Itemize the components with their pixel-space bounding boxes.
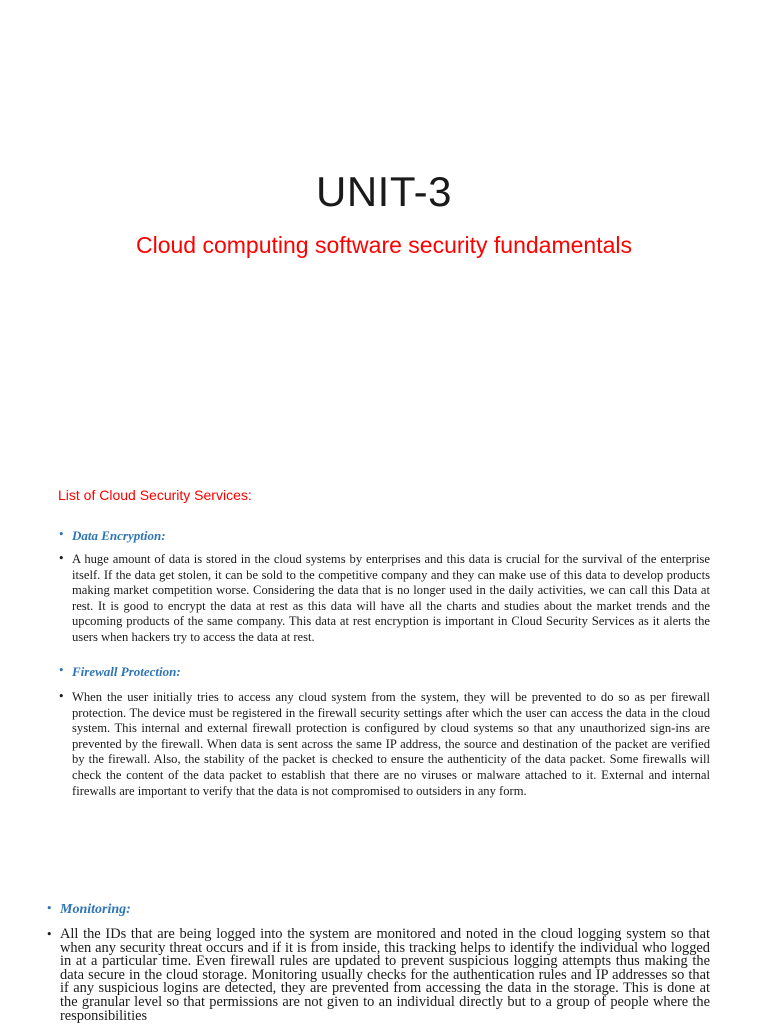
page-title: UNIT-3	[315, 168, 452, 215]
slide-security-services	[0, 460, 768, 840]
services-list-heading: List of Cloud Security Services:	[58, 487, 252, 503]
firewall-protection-heading: Firewall Protection:	[72, 664, 181, 679]
bullet-icon: •	[46, 902, 53, 915]
firewall-protection-item	[58, 690, 710, 799]
firewall-protection-paragraph: When the user initially tries to access any cloud system from the system, they will be prevented to do so as per firewall protection. The device must be registered in the firewall security settings after which the user can access the data in the cloud system. This internal and external firewall protection is configured by cloud systems so that any unauthorized sign-ins are prevented by the firewall. When data is sent across the same IP address, the source and destination of the packet are verified by the firewall. Also, the stability of the packet is checked to ensure the authenticity of the data packet. Some firewalls will check the content of the data packet to establish that there are no viruses or malware attached to it. External and internal firewalls are important to verify that the data is not compromised to outsiders in any form.	[72, 690, 710, 798]
monitoring-item	[46, 928, 710, 1023]
data-encryption-heading: Data Encryption:	[72, 528, 166, 543]
monitoring-paragraph: All the IDs that are being logged into the system are monitored and noted in the cloud logging system so that when any security threat occurs and if it is from inside, this tracking helps to identify the individual who logged in at a particular time. Even firewall rules are updated to prevent suspicious logging attempts thus making the data secure in the cloud storage. Monitoring usually checks for the authentication rules and IP addresses so that if any suspicious logins are detected, they are prevented from accessing the data in the storage. This is done at the granular level so that permissions are not given to an individual directly but to a group of people where the responsibilities	[60, 926, 710, 1024]
bullet-icon: •	[58, 690, 65, 703]
page-subtitle: Cloud computing software security fundamentals	[135, 232, 633, 258]
slide-title	[0, 0, 768, 460]
bullet-icon: •	[46, 928, 53, 941]
data-encryption-item	[58, 552, 710, 646]
monitoring-heading-item	[46, 902, 710, 918]
bullet-icon: •	[58, 552, 65, 565]
monitoring-heading: Monitoring:	[60, 902, 131, 917]
data-encryption-heading-item	[58, 528, 710, 544]
bullet-icon: •	[58, 664, 65, 677]
bullet-icon: •	[58, 528, 65, 541]
firewall-protection-heading-item	[58, 664, 710, 680]
data-encryption-paragraph: A huge amount of data is stored in the cloud systems by enterprises and this data is crucial for the survival of the enterprise itself. If the data get stolen, it can be sold to the competitive company and they can make use of this data to develop products making market competition worse. Considering the data that is no longer used in the daily activities, we can call this Data at rest. It is good to encrypt the data at rest as this data will have all the charts and studies about the market trends and the upcoming products of the same company. This data at rest encryption is important in Cloud Security Services as it alerts the users when hackers try to access the data at rest.	[72, 552, 710, 644]
slide-monitoring	[0, 860, 768, 1024]
